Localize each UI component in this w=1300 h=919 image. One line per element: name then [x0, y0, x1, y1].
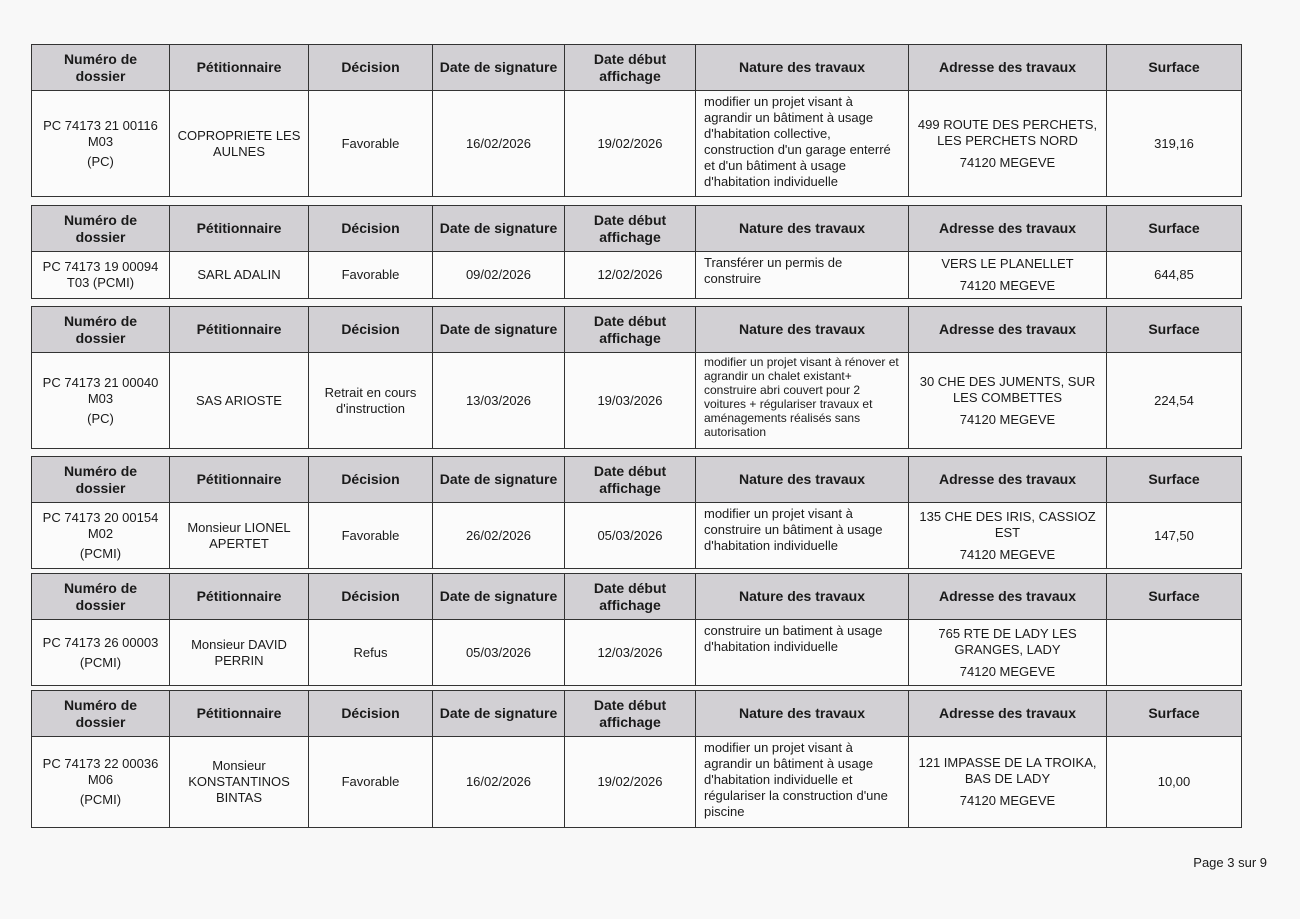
cell-nature: modifier un projet visant à agrandir un bâtiment à usage d'habitation individuelle et régulariser la construction d'une piscine	[696, 737, 909, 828]
header-nature: Nature des travaux	[696, 574, 909, 620]
adresse-line1: 30 CHE DES JUMENTS, SUR LES COMBETTES	[919, 373, 1096, 405]
table-row	[32, 353, 1242, 449]
cell-decision: Refus	[309, 620, 433, 686]
header-numero: Numéro de dossier	[32, 574, 170, 620]
cell-petitionnaire: Monsieur DAVID PERRIN	[170, 620, 309, 686]
header-decision: Décision	[309, 206, 433, 252]
table-header-row	[32, 457, 1242, 503]
header-petitionnaire: Pétitionnaire	[170, 45, 309, 91]
table-row	[32, 252, 1242, 299]
cell-date-signature: 13/03/2026	[433, 353, 565, 449]
permit-record-table	[31, 44, 1242, 197]
cell-surface	[1107, 620, 1242, 686]
header-nature: Nature des travaux	[696, 691, 909, 737]
cell-date-affichage: 19/02/2026	[565, 737, 696, 828]
cell-petitionnaire: Monsieur KONSTANTINOS BINTAS	[170, 737, 309, 828]
header-decision: Décision	[309, 307, 433, 353]
header-nature: Nature des travaux	[696, 307, 909, 353]
numero-main: PC 74173 22 00036 M06	[42, 756, 159, 787]
header-decision: Décision	[309, 691, 433, 737]
numero-main: PC 74173 21 00116 M03	[43, 117, 158, 149]
cell-nature: Transférer un permis de construire	[696, 252, 909, 299]
header-decision: Décision	[309, 574, 433, 620]
table-row	[32, 503, 1242, 569]
header-nature: Nature des travaux	[696, 457, 909, 503]
cell-numero	[32, 353, 170, 449]
cell-petitionnaire: SAS ARIOSTE	[170, 353, 309, 449]
adresse-line2: 74120 MEGEVE	[959, 278, 1056, 293]
header-surface: Surface	[1107, 457, 1242, 503]
cell-decision: Favorable	[309, 91, 433, 197]
header-numero: Numéro de dossier	[32, 457, 170, 503]
cell-adresse	[909, 737, 1107, 828]
header-nature: Nature des travaux	[696, 45, 909, 91]
table-header-row	[32, 45, 1242, 91]
cell-decision: Favorable	[309, 737, 433, 828]
header-petitionnaire: Pétitionnaire	[170, 457, 309, 503]
header-petitionnaire: Pétitionnaire	[170, 307, 309, 353]
header-date-affichage: Date début affichage	[565, 307, 696, 353]
cell-date-affichage: 19/02/2026	[565, 91, 696, 197]
table-row	[32, 91, 1242, 197]
cell-adresse	[909, 91, 1107, 197]
permit-record-table	[31, 690, 1242, 828]
cell-surface: 10,00	[1107, 737, 1242, 828]
header-numero: Numéro de dossier	[32, 206, 170, 252]
cell-adresse	[909, 503, 1107, 569]
cell-date-affichage: 19/03/2026	[565, 353, 696, 449]
header-adresse: Adresse des travaux	[909, 45, 1107, 91]
cell-nature: modifier un projet visant à construire un bâtiment à usage d'habitation individuelle	[696, 503, 909, 569]
numero-main: PC 74173 20 00154 M02	[42, 509, 159, 541]
header-petitionnaire: Pétitionnaire	[170, 574, 309, 620]
cell-nature: construire un batiment à usage d'habitation individuelle	[696, 620, 909, 686]
cell-petitionnaire: Monsieur LIONEL APERTET	[170, 503, 309, 569]
header-petitionnaire: Pétitionnaire	[170, 691, 309, 737]
header-numero: Numéro de dossier	[32, 691, 170, 737]
adresse-line1: 499 ROUTE DES PERCHETS, LES PERCHETS NORD	[917, 116, 1098, 148]
cell-decision: Retrait en cours d'instruction	[309, 353, 433, 449]
table-header-row	[32, 691, 1242, 737]
permit-record-table	[31, 205, 1242, 299]
header-adresse: Adresse des travaux	[909, 457, 1107, 503]
adresse-line1: 121 IMPASSE DE LA TROIKA, BAS DE LADY	[918, 755, 1097, 786]
cell-petitionnaire: COPROPRIETE LES AULNES	[170, 91, 309, 197]
adresse-line2: 74120 MEGEVE	[959, 663, 1056, 679]
cell-surface: 644,85	[1107, 252, 1242, 299]
numero-suffix: (PCMI)	[79, 654, 122, 670]
adresse-line1: 765 RTE DE LADY LES GRANGES, LADY	[938, 625, 1077, 657]
cell-date-affichage: 12/03/2026	[565, 620, 696, 686]
header-numero: Numéro de dossier	[32, 307, 170, 353]
numero-suffix: (PC)	[87, 410, 114, 426]
header-date-affichage: Date début affichage	[565, 45, 696, 91]
cell-date-signature: 16/02/2026	[433, 737, 565, 828]
permit-record-table	[31, 573, 1242, 686]
cell-numero	[32, 737, 170, 828]
cell-decision: Favorable	[309, 503, 433, 569]
cell-date-affichage: 05/03/2026	[565, 503, 696, 569]
header-adresse: Adresse des travaux	[909, 206, 1107, 252]
header-date-signature: Date de signature	[433, 45, 565, 91]
numero-main: PC 74173 26 00003	[42, 634, 159, 650]
table-header-row	[32, 206, 1242, 252]
header-surface: Surface	[1107, 574, 1242, 620]
header-adresse: Adresse des travaux	[909, 691, 1107, 737]
cell-date-signature: 16/02/2026	[433, 91, 565, 197]
cell-adresse	[909, 353, 1107, 449]
cell-surface: 224,54	[1107, 353, 1242, 449]
header-date-affichage: Date début affichage	[565, 691, 696, 737]
numero-suffix: (PCMI)	[79, 545, 122, 561]
adresse-line2: 74120 MEGEVE	[959, 411, 1056, 427]
table-header-row	[32, 307, 1242, 353]
header-date-signature: Date de signature	[433, 206, 565, 252]
table-header-row	[32, 574, 1242, 620]
cell-surface: 319,16	[1107, 91, 1242, 197]
header-decision: Décision	[309, 45, 433, 91]
header-petitionnaire: Pétitionnaire	[170, 206, 309, 252]
page-number: Page 3 sur 9	[1193, 855, 1267, 870]
header-date-signature: Date de signature	[433, 691, 565, 737]
cell-adresse	[909, 620, 1107, 686]
header-surface: Surface	[1107, 206, 1242, 252]
cell-surface: 147,50	[1107, 503, 1242, 569]
cell-decision: Favorable	[309, 252, 433, 299]
cell-numero	[32, 503, 170, 569]
header-surface: Surface	[1107, 45, 1242, 91]
table-row	[32, 737, 1242, 828]
permit-record-table	[31, 456, 1242, 569]
header-date-signature: Date de signature	[433, 457, 565, 503]
header-date-signature: Date de signature	[433, 307, 565, 353]
header-decision: Décision	[309, 457, 433, 503]
header-numero: Numéro de dossier	[32, 45, 170, 91]
header-date-affichage: Date début affichage	[565, 457, 696, 503]
header-date-affichage: Date début affichage	[565, 206, 696, 252]
header-date-affichage: Date début affichage	[565, 574, 696, 620]
adresse-line1: 135 CHE DES IRIS, CASSIOZ EST	[919, 508, 1096, 540]
header-surface: Surface	[1107, 307, 1242, 353]
cell-nature: modifier un projet visant à agrandir un bâtiment à usage d'habitation collective, construction d'un garage enterré et d'un bâtiment à usage d'habitation individuelle	[696, 91, 909, 197]
header-adresse: Adresse des travaux	[909, 307, 1107, 353]
table-row	[32, 620, 1242, 686]
header-date-signature: Date de signature	[433, 574, 565, 620]
numero-suffix: (PC)	[87, 153, 114, 169]
cell-numero	[32, 620, 170, 686]
numero-main: PC 74173 19 00094 T03 (PCMI)	[42, 259, 159, 290]
cell-date-signature: 26/02/2026	[433, 503, 565, 569]
adresse-line2: 74120 MEGEVE	[959, 793, 1056, 808]
adresse-line2: 74120 MEGEVE	[959, 154, 1056, 170]
numero-suffix: (PCMI)	[79, 792, 122, 807]
header-surface: Surface	[1107, 691, 1242, 737]
cell-date-affichage: 12/02/2026	[565, 252, 696, 299]
permit-record-table	[31, 306, 1242, 449]
cell-numero	[32, 252, 170, 299]
cell-adresse	[909, 252, 1107, 299]
header-adresse: Adresse des travaux	[909, 574, 1107, 620]
cell-date-signature: 09/02/2026	[433, 252, 565, 299]
adresse-line2: 74120 MEGEVE	[959, 546, 1056, 562]
cell-petitionnaire: SARL ADALIN	[170, 252, 309, 299]
cell-nature: modifier un projet visant à rénover et agrandir un chalet existant+ construire abri couvert pour 2 voitures + régulariser travaux et aménagements réalisés sans autorisation	[696, 353, 909, 449]
adresse-line1: VERS LE PLANELLET	[941, 256, 1074, 271]
cell-numero	[32, 91, 170, 197]
numero-main: PC 74173 21 00040 M03	[42, 374, 159, 406]
cell-date-signature: 05/03/2026	[433, 620, 565, 686]
header-nature: Nature des travaux	[696, 206, 909, 252]
